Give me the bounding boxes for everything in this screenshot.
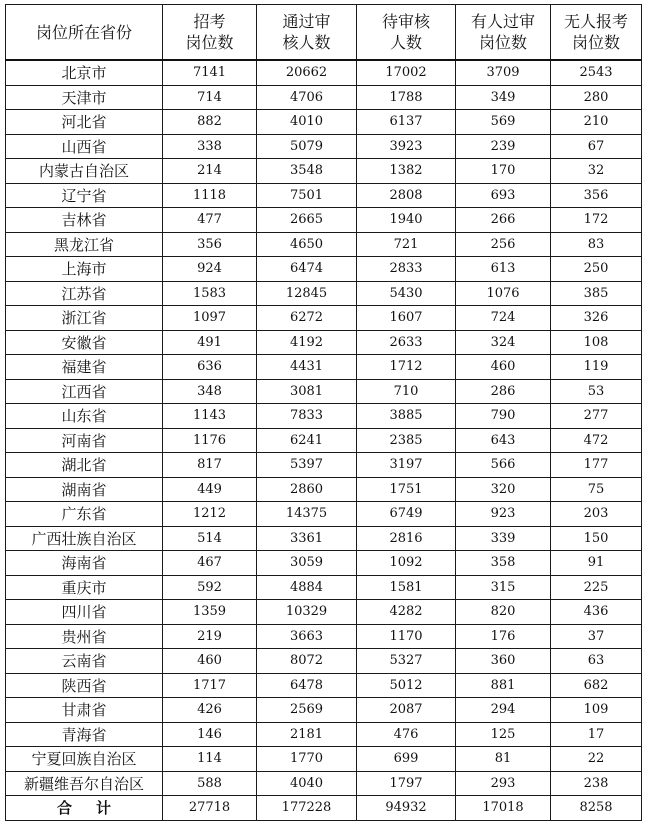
header-line1: 招考 [193, 12, 226, 31]
recruit-positions-cell: 1212 [163, 502, 257, 527]
recruit-positions-cell: 817 [163, 453, 257, 478]
recruit-positions-cell: 592 [163, 575, 257, 600]
passed-review-cell: 6272 [257, 306, 357, 331]
header-pending-review [357, 5, 456, 61]
positions-with-passed-cell: 125 [456, 722, 551, 747]
total-positions-with-passed: 17018 [456, 796, 551, 821]
province-cell: 吉林省 [6, 208, 163, 233]
province-cell: 黑龙江省 [6, 232, 163, 257]
table-row [6, 330, 642, 355]
positions-with-passed-cell: 881 [456, 673, 551, 698]
table-row [6, 649, 642, 674]
province-cell: 辽宁省 [6, 183, 163, 208]
table-row [6, 379, 642, 404]
province-cell: 青海省 [6, 722, 163, 747]
passed-review-cell: 4650 [257, 232, 357, 257]
recruit-positions-cell: 7141 [163, 60, 257, 85]
table-row [6, 60, 642, 85]
recruit-positions-cell: 636 [163, 355, 257, 380]
recruit-positions-cell: 1097 [163, 306, 257, 331]
positions-with-passed-cell: 294 [456, 698, 551, 723]
table-row [6, 453, 642, 478]
province-cell: 重庆市 [6, 575, 163, 600]
pending-review-cell: 5327 [357, 649, 456, 674]
passed-review-cell: 20662 [257, 60, 357, 85]
passed-review-cell: 3059 [257, 551, 357, 576]
total-label: 合计 [6, 796, 163, 821]
table-row [6, 600, 642, 625]
positions-no-applicants-cell: 22 [551, 747, 642, 772]
table-row [6, 551, 642, 576]
positions-no-applicants-cell: 67 [551, 134, 642, 159]
positions-no-applicants-cell: 472 [551, 428, 642, 453]
province-cell: 北京市 [6, 60, 163, 85]
province-cell: 上海市 [6, 257, 163, 282]
passed-review-cell: 2181 [257, 722, 357, 747]
positions-no-applicants-cell: 385 [551, 281, 642, 306]
positions-with-passed-cell: 460 [456, 355, 551, 380]
header-passed-review [257, 5, 357, 61]
recruit-positions-cell: 588 [163, 771, 257, 796]
table-row [6, 257, 642, 282]
pending-review-cell: 1751 [357, 477, 456, 502]
passed-review-cell: 5397 [257, 453, 357, 478]
province-cell: 贵州省 [6, 624, 163, 649]
recruit-positions-cell: 882 [163, 110, 257, 135]
positions-no-applicants-cell: 177 [551, 453, 642, 478]
province-cell: 海南省 [6, 551, 163, 576]
pending-review-cell: 6137 [357, 110, 456, 135]
recruit-positions-cell: 514 [163, 526, 257, 551]
pending-review-cell: 476 [357, 722, 456, 747]
positions-no-applicants-cell: 682 [551, 673, 642, 698]
province-cell: 安徽省 [6, 330, 163, 355]
positions-no-applicants-cell: 17 [551, 722, 642, 747]
positions-no-applicants-cell: 436 [551, 600, 642, 625]
province-cell: 甘肃省 [6, 698, 163, 723]
passed-review-cell: 3548 [257, 159, 357, 184]
passed-review-cell: 3081 [257, 379, 357, 404]
province-cell: 湖北省 [6, 453, 163, 478]
positions-no-applicants-cell: 280 [551, 85, 642, 110]
recruit-positions-cell: 214 [163, 159, 257, 184]
recruit-positions-cell: 1717 [163, 673, 257, 698]
passed-review-cell: 2569 [257, 698, 357, 723]
passed-review-cell: 4040 [257, 771, 357, 796]
header-line1: 待审核 [381, 12, 430, 31]
positions-with-passed-cell: 790 [456, 404, 551, 429]
total-passed-review: 177228 [257, 796, 357, 821]
province-cell: 广西壮族自治区 [6, 526, 163, 551]
pending-review-cell: 2833 [357, 257, 456, 282]
table-row [6, 85, 642, 110]
positions-with-passed-cell: 923 [456, 502, 551, 527]
total-pending-review: 94932 [357, 796, 456, 821]
recruit-positions-cell: 348 [163, 379, 257, 404]
passed-review-cell: 10329 [257, 600, 357, 625]
province-cell: 四川省 [6, 600, 163, 625]
pending-review-cell: 2087 [357, 698, 456, 723]
passed-review-cell: 6241 [257, 428, 357, 453]
province-cell: 江苏省 [6, 281, 163, 306]
pending-review-cell: 6749 [357, 502, 456, 527]
positions-no-applicants-cell: 172 [551, 208, 642, 233]
table-row [6, 134, 642, 159]
pending-review-cell: 1797 [357, 771, 456, 796]
header-line2: 岗位数 [185, 33, 234, 52]
positions-with-passed-cell: 339 [456, 526, 551, 551]
header-line1: 有人过审 [470, 12, 535, 31]
passed-review-cell: 8072 [257, 649, 357, 674]
passed-review-cell: 1770 [257, 747, 357, 772]
province-cell: 河南省 [6, 428, 163, 453]
passed-review-cell: 3361 [257, 526, 357, 551]
pending-review-cell: 1788 [357, 85, 456, 110]
header-recruit-positions [163, 5, 257, 61]
recruit-positions-cell: 356 [163, 232, 257, 257]
positions-no-applicants-cell: 277 [551, 404, 642, 429]
province-cell: 河北省 [6, 110, 163, 135]
positions-with-passed-cell: 820 [456, 600, 551, 625]
passed-review-cell: 5079 [257, 134, 357, 159]
table-row [6, 673, 642, 698]
positions-no-applicants-cell: 225 [551, 575, 642, 600]
table-row [6, 771, 642, 796]
positions-no-applicants-cell: 119 [551, 355, 642, 380]
province-cell: 内蒙古自治区 [6, 159, 163, 184]
passed-review-cell: 12845 [257, 281, 357, 306]
pending-review-cell: 2808 [357, 183, 456, 208]
pending-review-cell: 710 [357, 379, 456, 404]
recruit-positions-cell: 924 [163, 257, 257, 282]
passed-review-cell: 2665 [257, 208, 357, 233]
positions-with-passed-cell: 724 [456, 306, 551, 331]
pending-review-cell: 4282 [357, 600, 456, 625]
positions-no-applicants-cell: 91 [551, 551, 642, 576]
province-cell: 浙江省 [6, 306, 163, 331]
pending-review-cell: 1712 [357, 355, 456, 380]
positions-no-applicants-cell: 250 [551, 257, 642, 282]
pending-review-cell: 1092 [357, 551, 456, 576]
pending-review-cell: 3197 [357, 453, 456, 478]
header-line2: 岗位数 [478, 33, 527, 52]
positions-no-applicants-cell: 109 [551, 698, 642, 723]
positions-no-applicants-cell: 108 [551, 330, 642, 355]
header-province [6, 5, 163, 61]
header-province-label: 岗位所在省份 [35, 22, 132, 42]
positions-no-applicants-cell: 53 [551, 379, 642, 404]
province-cell: 福建省 [6, 355, 163, 380]
recruit-positions-cell: 449 [163, 477, 257, 502]
positions-no-applicants-cell: 63 [551, 649, 642, 674]
table-row [6, 306, 642, 331]
header-line2: 人数 [389, 33, 422, 52]
province-cell: 广东省 [6, 502, 163, 527]
positions-with-passed-cell: 360 [456, 649, 551, 674]
positions-no-applicants-cell: 238 [551, 771, 642, 796]
pending-review-cell: 5430 [357, 281, 456, 306]
total-positions-no-applicants: 8258 [551, 796, 642, 821]
recruit-positions-cell: 219 [163, 624, 257, 649]
passed-review-cell: 7501 [257, 183, 357, 208]
recruit-positions-cell: 714 [163, 85, 257, 110]
header-positions-no-applicants [551, 5, 642, 61]
recruit-positions-cell: 146 [163, 722, 257, 747]
positions-with-passed-cell: 1076 [456, 281, 551, 306]
province-cell: 湖南省 [6, 477, 163, 502]
positions-no-applicants-cell: 326 [551, 306, 642, 331]
passed-review-cell: 4706 [257, 85, 357, 110]
province-cell: 山西省 [6, 134, 163, 159]
header-row [6, 5, 642, 61]
recruit-positions-cell: 1583 [163, 281, 257, 306]
table-row [6, 208, 642, 233]
recruit-positions-cell: 467 [163, 551, 257, 576]
passed-review-cell: 4884 [257, 575, 357, 600]
pending-review-cell: 2633 [357, 330, 456, 355]
table-row [6, 747, 642, 772]
pending-review-cell: 2816 [357, 526, 456, 551]
pending-review-cell: 2385 [357, 428, 456, 453]
total-row [6, 796, 642, 821]
province-cell: 宁夏回族自治区 [6, 747, 163, 772]
table-body [6, 60, 642, 796]
passed-review-cell: 14375 [257, 502, 357, 527]
table-row [6, 477, 642, 502]
positions-with-passed-cell: 239 [456, 134, 551, 159]
positions-no-applicants-cell: 210 [551, 110, 642, 135]
positions-no-applicants-cell: 75 [551, 477, 642, 502]
pending-review-cell: 721 [357, 232, 456, 257]
province-cell: 江西省 [6, 379, 163, 404]
pending-review-cell: 5012 [357, 673, 456, 698]
recruit-positions-cell: 338 [163, 134, 257, 159]
province-cell: 云南省 [6, 649, 163, 674]
header-positions-with-passed [456, 5, 551, 61]
province-cell: 陕西省 [6, 673, 163, 698]
recruit-positions-cell: 460 [163, 649, 257, 674]
passed-review-cell: 4010 [257, 110, 357, 135]
header-line2: 核人数 [282, 33, 331, 52]
positions-with-passed-cell: 315 [456, 575, 551, 600]
positions-no-applicants-cell: 150 [551, 526, 642, 551]
positions-no-applicants-cell: 356 [551, 183, 642, 208]
positions-with-passed-cell: 349 [456, 85, 551, 110]
recruit-positions-cell: 1176 [163, 428, 257, 453]
table-row [6, 502, 642, 527]
table-row [6, 159, 642, 184]
table-row [6, 355, 642, 380]
pending-review-cell: 3923 [357, 134, 456, 159]
recruit-positions-cell: 1118 [163, 183, 257, 208]
positions-with-passed-cell: 3709 [456, 60, 551, 85]
passed-review-cell: 6478 [257, 673, 357, 698]
recruit-positions-cell: 1359 [163, 600, 257, 625]
positions-with-passed-cell: 176 [456, 624, 551, 649]
table-row [6, 698, 642, 723]
positions-with-passed-cell: 320 [456, 477, 551, 502]
positions-no-applicants-cell: 2543 [551, 60, 642, 85]
positions-with-passed-cell: 170 [456, 159, 551, 184]
table-row [6, 722, 642, 747]
positions-with-passed-cell: 256 [456, 232, 551, 257]
positions-with-passed-cell: 566 [456, 453, 551, 478]
passed-review-cell: 4431 [257, 355, 357, 380]
table-row [6, 428, 642, 453]
table-row [6, 281, 642, 306]
table-row [6, 110, 642, 135]
table-row [6, 232, 642, 257]
recruit-positions-cell: 426 [163, 698, 257, 723]
recruit-positions-cell: 491 [163, 330, 257, 355]
table-row [6, 526, 642, 551]
province-cell: 天津市 [6, 85, 163, 110]
pending-review-cell: 3885 [357, 404, 456, 429]
recruit-positions-cell: 477 [163, 208, 257, 233]
positions-with-passed-cell: 569 [456, 110, 551, 135]
positions-with-passed-cell: 643 [456, 428, 551, 453]
pending-review-cell: 17002 [357, 60, 456, 85]
passed-review-cell: 7833 [257, 404, 357, 429]
positions-with-passed-cell: 613 [456, 257, 551, 282]
recruit-positions-cell: 1143 [163, 404, 257, 429]
pending-review-cell: 1581 [357, 575, 456, 600]
passed-review-cell: 3663 [257, 624, 357, 649]
province-statistics-table [5, 4, 642, 821]
province-cell: 新疆维吾尔自治区 [6, 771, 163, 796]
positions-with-passed-cell: 293 [456, 771, 551, 796]
positions-with-passed-cell: 266 [456, 208, 551, 233]
total-recruit-positions: 27718 [163, 796, 257, 821]
positions-with-passed-cell: 324 [456, 330, 551, 355]
positions-with-passed-cell: 286 [456, 379, 551, 404]
province-cell: 山东省 [6, 404, 163, 429]
positions-no-applicants-cell: 37 [551, 624, 642, 649]
passed-review-cell: 2860 [257, 477, 357, 502]
table-row [6, 575, 642, 600]
table-row [6, 183, 642, 208]
positions-no-applicants-cell: 32 [551, 159, 642, 184]
pending-review-cell: 1607 [357, 306, 456, 331]
pending-review-cell: 699 [357, 747, 456, 772]
header-line1: 通过审 [282, 12, 331, 31]
positions-with-passed-cell: 693 [456, 183, 551, 208]
header-line2: 岗位数 [571, 33, 620, 52]
recruit-positions-cell: 114 [163, 747, 257, 772]
pending-review-cell: 1170 [357, 624, 456, 649]
positions-with-passed-cell: 358 [456, 551, 551, 576]
header-line1: 无人报考 [563, 12, 628, 31]
pending-review-cell: 1382 [357, 159, 456, 184]
positions-with-passed-cell: 81 [456, 747, 551, 772]
table-row [6, 404, 642, 429]
positions-no-applicants-cell: 83 [551, 232, 642, 257]
positions-no-applicants-cell: 203 [551, 502, 642, 527]
passed-review-cell: 4192 [257, 330, 357, 355]
pending-review-cell: 1940 [357, 208, 456, 233]
passed-review-cell: 6474 [257, 257, 357, 282]
table-row [6, 624, 642, 649]
